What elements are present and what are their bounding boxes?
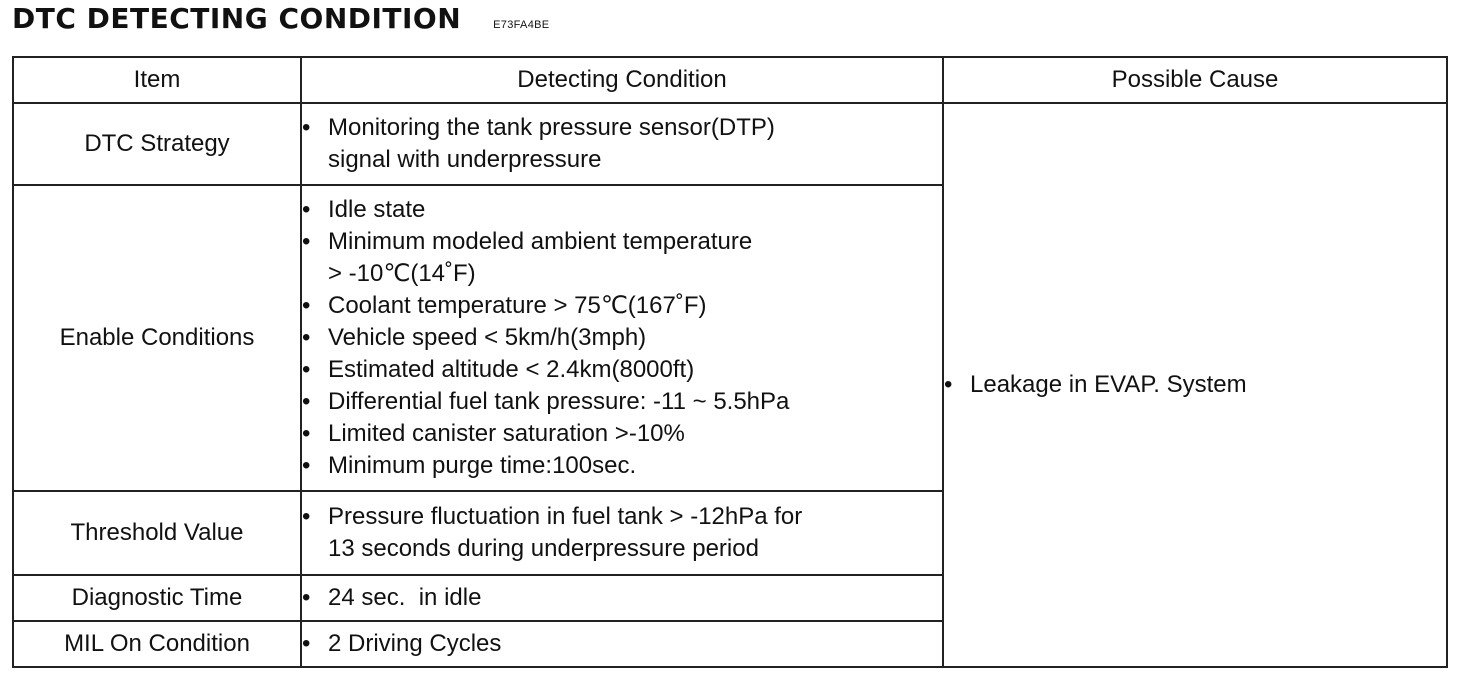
condition-text: Differential fuel tank pressure: -11 ~ 5.5hPa — [328, 388, 790, 415]
condition-text: Coolant temperature > 75℃(167˚F) — [328, 292, 707, 319]
column-header-item: Item — [13, 57, 301, 103]
page-heading — [12, 2, 549, 35]
column-header-possible-cause: Possible Cause — [943, 57, 1447, 103]
condition-text: Idle state — [328, 196, 426, 223]
item-enable-conditions: Enable Conditions — [13, 185, 301, 491]
item-mil-on-condition: MIL On Condition — [13, 621, 301, 667]
condition-list — [302, 501, 942, 565]
condition-text: • Monitoring the tank pressure sensor(DTP) — [328, 114, 775, 141]
condition-text: Limited canister saturation >-10% — [328, 420, 685, 447]
list-item — [302, 501, 942, 565]
table-header-row — [13, 57, 1447, 103]
condition-text: Minimum purge time:100sec. — [328, 452, 637, 479]
list-item — [302, 582, 942, 614]
condition-list — [302, 582, 942, 614]
list-item — [302, 322, 942, 354]
list-item — [302, 194, 942, 226]
condition-list — [302, 112, 942, 176]
condition-list — [302, 628, 942, 660]
dtc-condition-table — [12, 56, 1448, 668]
condition-text-continued: 13 seconds during underpressure period — [328, 535, 759, 562]
condition-text: Vehicle speed < 5km/h(3mph) — [328, 324, 647, 351]
possible-cause-cell — [943, 103, 1447, 667]
condition-cell — [301, 185, 943, 491]
cause-text: Leakage in EVAP. System — [970, 371, 1247, 398]
condition-text: 2 Driving Cycles — [328, 630, 502, 657]
item-dtc-strategy: DTC Strategy — [13, 103, 301, 185]
condition-text: • Minimum modeled ambient temperature — [328, 228, 753, 255]
condition-cell — [301, 575, 943, 621]
condition-cell — [301, 103, 943, 185]
condition-text: • Pressure fluctuation in fuel tank > -12hPa for — [328, 503, 803, 530]
condition-list — [302, 194, 942, 482]
list-item — [302, 450, 942, 482]
list-item — [302, 354, 942, 386]
condition-text: 24 sec. in idle — [328, 584, 482, 611]
condition-text: Estimated altitude < 2.4km(8000ft) — [328, 356, 695, 383]
list-item — [302, 226, 942, 290]
item-threshold-value: Threshold Value — [13, 491, 301, 575]
item-diagnostic-time: Diagnostic Time — [13, 575, 301, 621]
list-item — [944, 369, 1446, 401]
column-header-detecting-condition: Detecting Condition — [301, 57, 943, 103]
condition-cell — [301, 621, 943, 667]
list-item — [302, 290, 942, 322]
document-code: E73FA4BE — [493, 19, 550, 31]
table-row — [13, 103, 1447, 185]
list-item — [302, 112, 942, 176]
list-item — [302, 628, 942, 660]
list-item — [302, 386, 942, 418]
page-title: DTC DETECTING CONDITION — [12, 2, 462, 35]
condition-cell — [301, 491, 943, 575]
condition-text-continued: > -10℃(14˚F) — [328, 260, 476, 287]
cause-list — [944, 369, 1446, 401]
list-item — [302, 418, 942, 450]
condition-text-continued: signal with underpressure — [328, 146, 602, 173]
